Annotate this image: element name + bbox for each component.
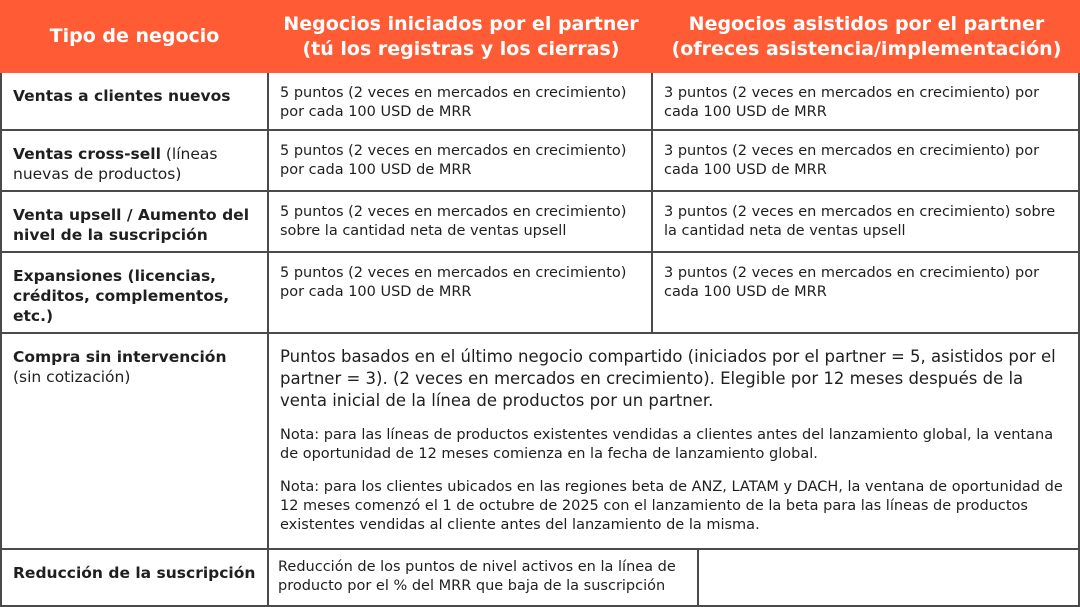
business-type-label: Compra sin intervención — [13, 348, 227, 366]
header-business-type-label: Tipo de negocio — [49, 25, 220, 47]
header-partner-initiated-title: Negocios iniciados por el partner — [283, 12, 639, 35]
business-type-cell — [0, 131, 269, 190]
business-type-cell — [0, 550, 269, 605]
partner-initiated-cell — [269, 73, 653, 129]
downgrade-description: Reducción de los puntos de nivel activos en la línea de producto por el % del MRR que baja de la suscripción — [278, 559, 676, 594]
business-type-cell — [0, 253, 269, 332]
table-row — [0, 334, 1080, 550]
no-touch-purchase-cell — [269, 334, 1080, 548]
table-header — [0, 0, 1080, 73]
business-type-label: Expansiones (licencias, créditos, complementos, etc.) — [13, 267, 230, 325]
partner-initiated-cell — [269, 550, 699, 605]
partner-assisted-cell — [653, 192, 1080, 251]
business-type-cell — [0, 334, 269, 548]
partner-initiated-points: 5 puntos (2 veces en mercados en crecimiento) por cada 100 USD de MRR — [280, 143, 627, 178]
business-type-note: (líneas nuevas de productos) — [13, 145, 218, 183]
partner-initiated-points: 5 puntos (2 veces en mercados en crecimiento) por cada 100 USD de MRR — [280, 85, 627, 120]
partner-assisted-cell — [653, 253, 1080, 332]
header-partner-initiated — [269, 0, 653, 73]
partner-assisted-cell — [653, 131, 1080, 190]
partner-assisted-cell — [653, 73, 1080, 129]
partner-assisted-points: 3 puntos (2 veces en mercados en crecimiento) por cada 100 USD de MRR — [664, 143, 1040, 178]
no-touch-purchase-note-global-launch: Nota: para las líneas de productos existentes vendidas a clientes antes del lanzamiento global, la ventana de oportunidad de 12 meses comienza en la fecha de lanzamiento global. — [280, 427, 1054, 462]
no-touch-purchase-description: Puntos basados en el último negocio compartido (iniciados por el partner = 5, asistidos por el partner = 3). (2 veces en mercados en crecimiento). Elegible por 12 meses después de la venta inicial de la línea de productos por un partner. — [280, 347, 1056, 410]
business-type-cell — [0, 73, 269, 129]
partner-initiated-cell — [269, 192, 653, 251]
business-type-label: Reducción de la suscripción — [13, 564, 256, 582]
partner-initiated-cell — [269, 253, 653, 332]
partner-assisted-points: 3 puntos (2 veces en mercados en crecimiento) por cada 100 USD de MRR — [664, 265, 1040, 300]
header-partner-assisted-subtitle: (ofreces asistencia/implementación) — [671, 37, 1062, 60]
business-type-label: Ventas cross-sell — [13, 145, 161, 163]
table-row — [0, 131, 1080, 192]
table-row — [0, 192, 1080, 253]
header-partner-assisted-title: Negocios asistidos por el partner — [688, 12, 1045, 35]
table-row — [0, 253, 1080, 334]
no-touch-purchase-note-beta-regions: Nota: para los clientes ubicados en las regiones beta de ANZ, LATAM y DACH, la ventana de oportunidad de 12 meses comenzó el 1 de octubre de 2025 con el lanzamiento de la beta para las líneas de productos existentes vendidas al cliente antes del lanzamiento de la misma. — [280, 479, 1063, 533]
table-row — [0, 550, 1080, 607]
business-type-cell — [0, 192, 269, 251]
header-partner-initiated-subtitle: (tú los registras y los cierras) — [302, 37, 620, 60]
partner-assisted-cell — [699, 550, 1080, 605]
business-type-label: Venta upsell / Aumento del nivel de la suscripción — [13, 206, 250, 244]
header-partner-assisted — [653, 0, 1080, 73]
partner-initiated-points: 5 puntos (2 veces en mercados en crecimiento) por cada 100 USD de MRR — [280, 265, 627, 300]
partner-initiated-cell — [269, 131, 653, 190]
header-business-type — [0, 0, 269, 73]
partner-assisted-points: 3 puntos (2 veces en mercados en crecimiento) por cada 100 USD de MRR — [664, 85, 1040, 120]
table-row — [0, 73, 1080, 131]
partner-initiated-points: 5 puntos (2 veces en mercados en crecimiento) sobre la cantidad neta de ventas upsell — [280, 204, 627, 239]
business-type-label: Ventas a clientes nuevos — [13, 87, 231, 105]
business-type-note: (sin cotización) — [13, 368, 131, 386]
partner-assisted-points: 3 puntos (2 veces en mercados en crecimiento) sobre la cantidad neta de ventas upsell — [664, 204, 1056, 239]
